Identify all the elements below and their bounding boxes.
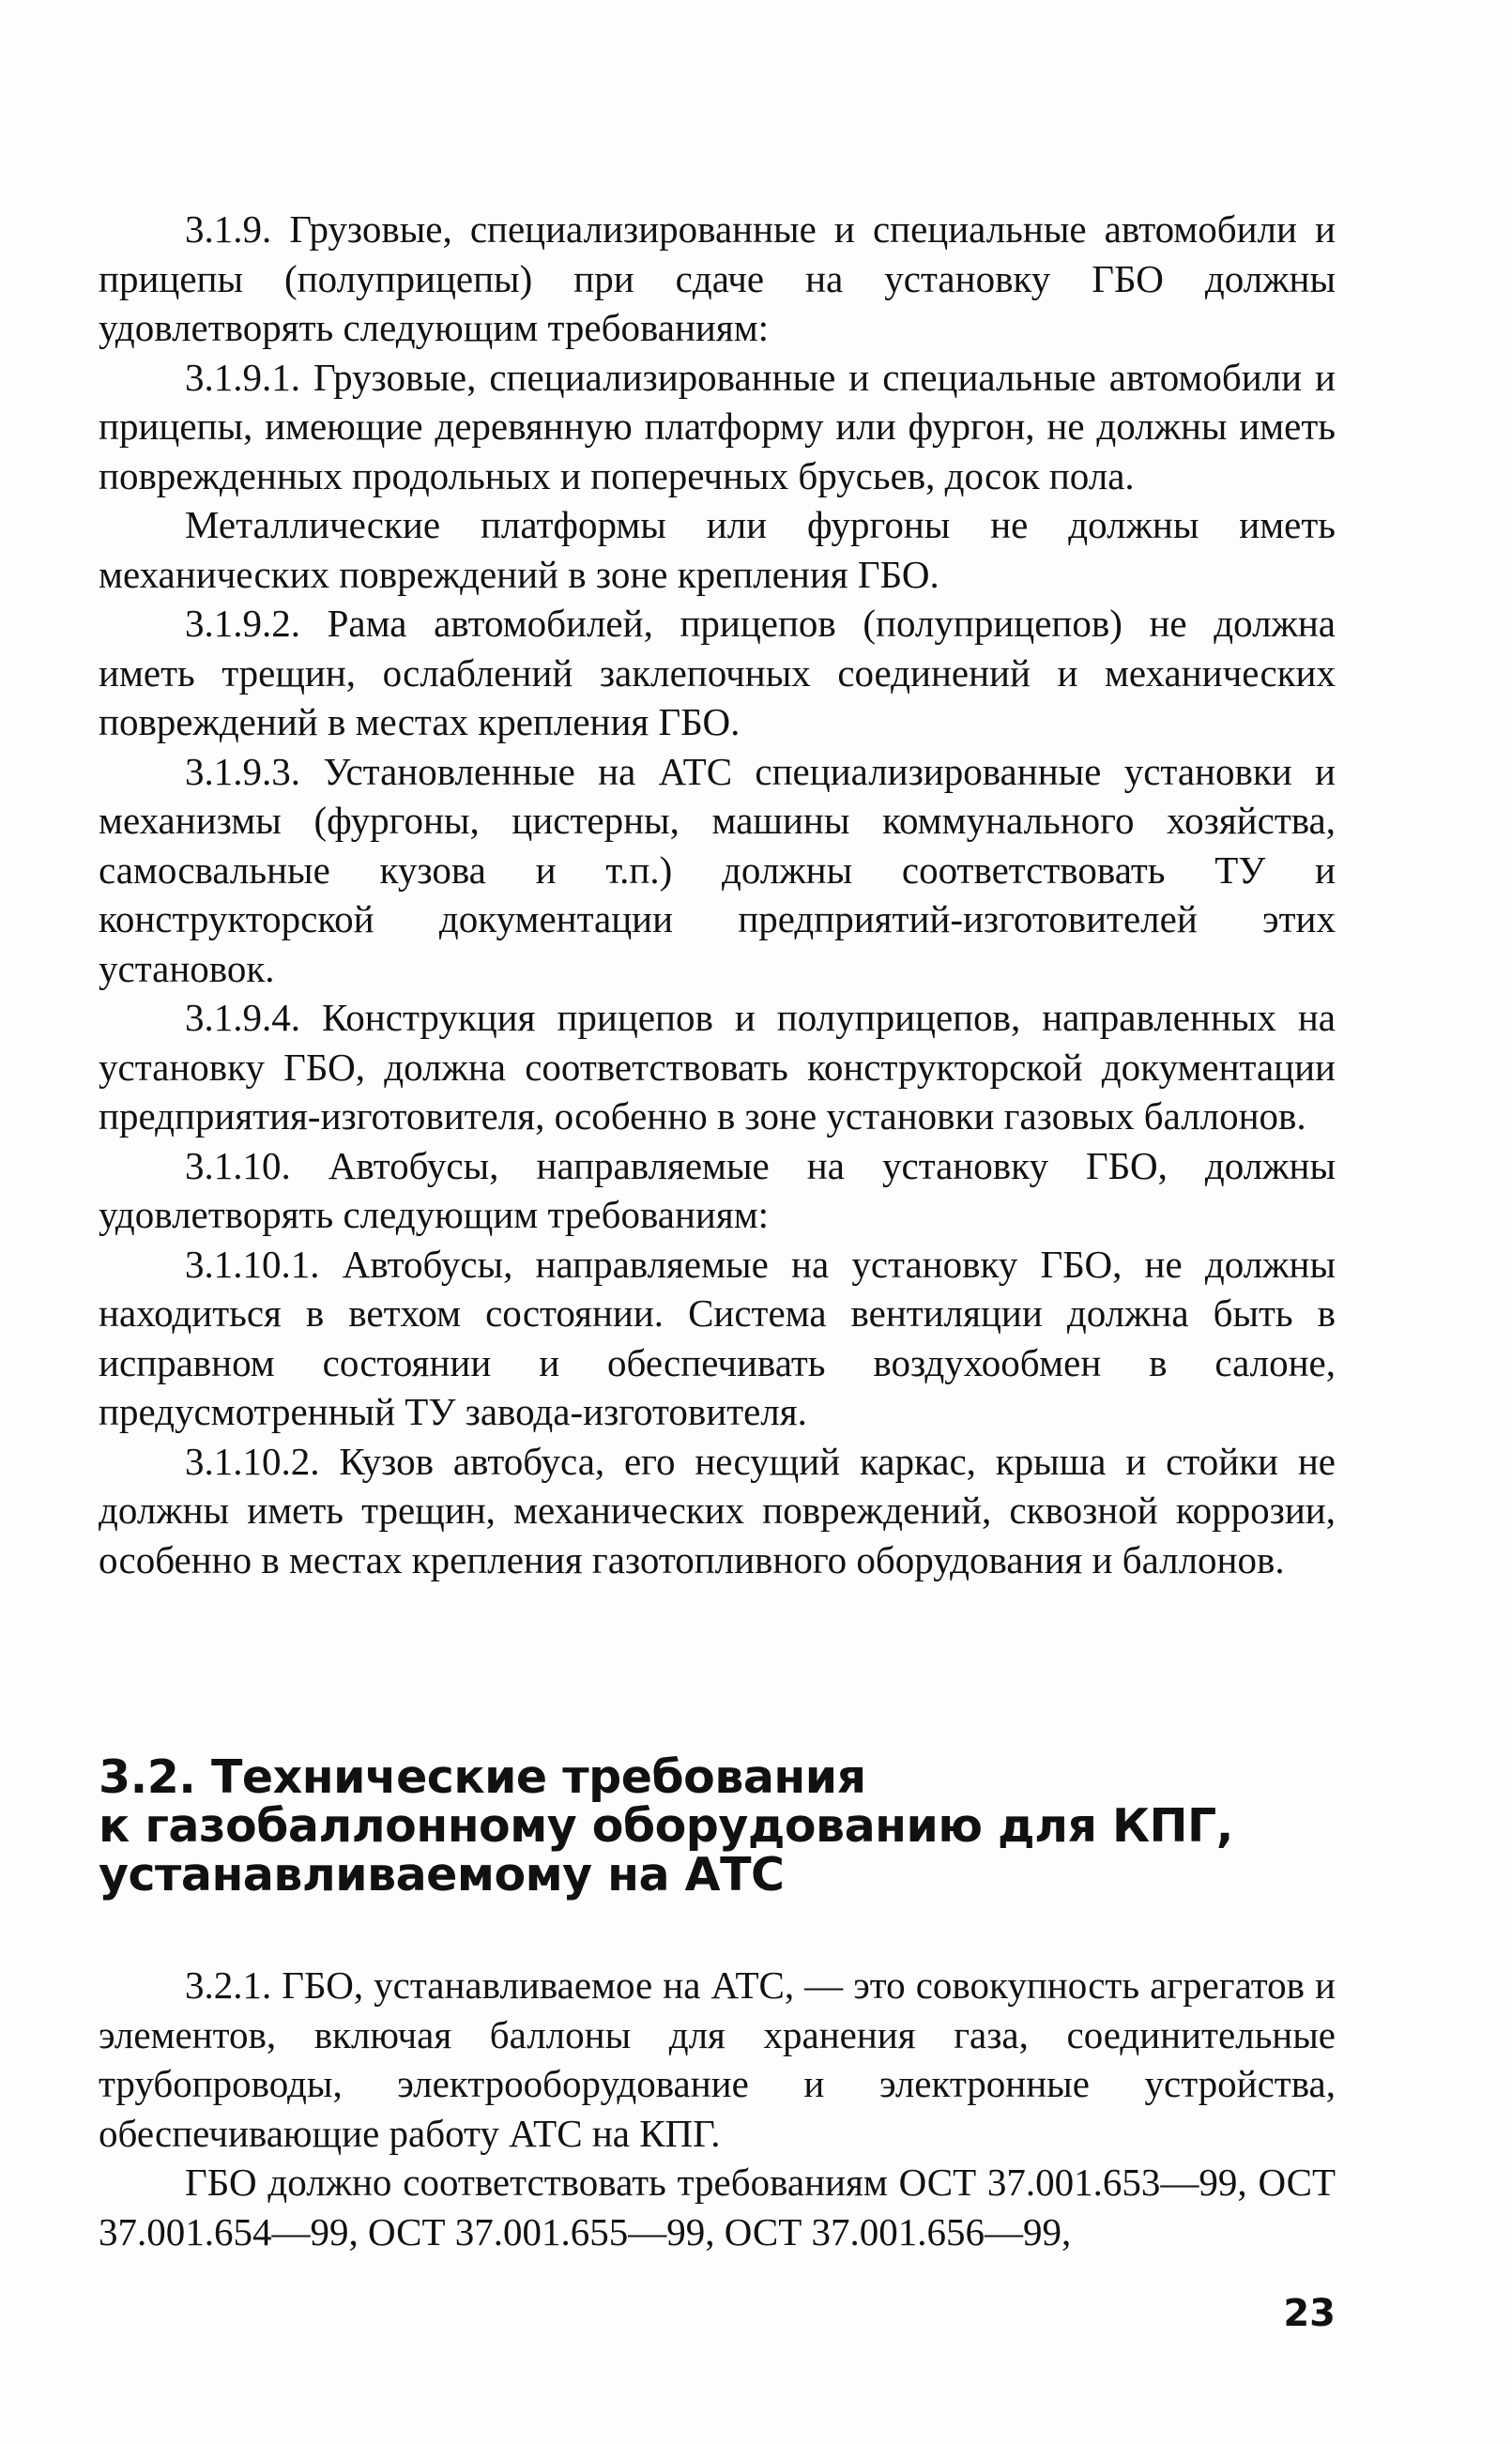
paragraph-3-1-9-3: 3.1.9.3. Установленные на АТС специализированные установки и механизмы (фургоны, цистерны, машины коммунального хозяйства, самосвальные кузова и т.п.) должны соответствовать ТУ и конструкторской документации предприятий-изготовителей этих установок.	[99, 749, 1336, 990]
paragraph-3-1-9-1: 3.1.9.1. Грузовые, специализированные и специальные автомобили и прицепы, имеющие деревянную платформу или фургон, не должны иметь поврежденных продольных и поперечных брусьев, досок пола.	[99, 355, 1336, 497]
heading-line-1: 3.2. Технические требования	[99, 1750, 866, 1804]
paragraph-3-1-9: 3.1.9. Грузовые, специализированные и специальные автомобили и прицепы (полуприцепы) при сдаче на установку ГБО должны удовлетворять следующим требованиям:	[99, 207, 1336, 349]
paragraph-3-1-10-2: 3.1.10.2. Кузов автобуса, его несущий каркас, крыша и стойки не должны иметь трещин, механических повреждений, сквозной коррозии, особенно в местах крепления газотопливного оборудования и баллонов.	[99, 1439, 1336, 1581]
paragraph-metal-platforms: Металлические платформы или фургоны не должны иметь механических повреждений в зоне крепления ГБО.	[99, 503, 1336, 596]
paragraph-3-1-9-2: 3.1.9.2. Рама автомобилей, прицепов (полуприцепов) не должна иметь трещин, ослаблений заклепочных соединений и механических повреждений в местах крепления ГБО.	[99, 602, 1336, 743]
heading-line-2: к газобаллонному оборудованию для КПГ,	[99, 1799, 1233, 1853]
page-number: 23	[1283, 2292, 1336, 2335]
paragraph-3-1-10: 3.1.10. Автобусы, направляемые на установку ГБО, должны удовлетворять следующим требованиям:	[99, 1143, 1336, 1236]
body-text	[99, 205, 1336, 1584]
heading-line-3: устанавливаемому на АТС	[99, 1848, 785, 1902]
section-body-text	[99, 1961, 1336, 2256]
paragraph-gbo-standards: ГБО должно соответствовать требованиям ОСТ 37.001.653—99, ОСТ 37.001.654—99, ОСТ 37.001.655—99, ОСТ 37.001.656—99,	[99, 2161, 1336, 2253]
section-heading	[99, 1750, 1336, 1902]
paragraph-3-1-10-1: 3.1.10.1. Автобусы, направляемые на установку ГБО, не должны находиться в ветхом состоянии. Система вентиляции должна быть в исправном состоянии и обеспечивать воздухообмен в салоне, предусмотренный ТУ завода-изготовителя.	[99, 1242, 1336, 1433]
paragraph-3-1-9-4: 3.1.9.4. Конструкция прицепов и полуприцепов, направленных на установку ГБО, должна соответствовать конструкторской документации предприятия-изготовителя, особенно в зоне установки газовых баллонов.	[99, 996, 1336, 1138]
paragraph-3-2-1: 3.2.1. ГБО, устанавливаемое на АТС, — это совокупность агрегатов и элементов, включая баллоны для хранения газа, соединительные трубопроводы, электрооборудование и электронные устройства, обеспечивающие работу АТС на КПГ.	[99, 1963, 1336, 2155]
